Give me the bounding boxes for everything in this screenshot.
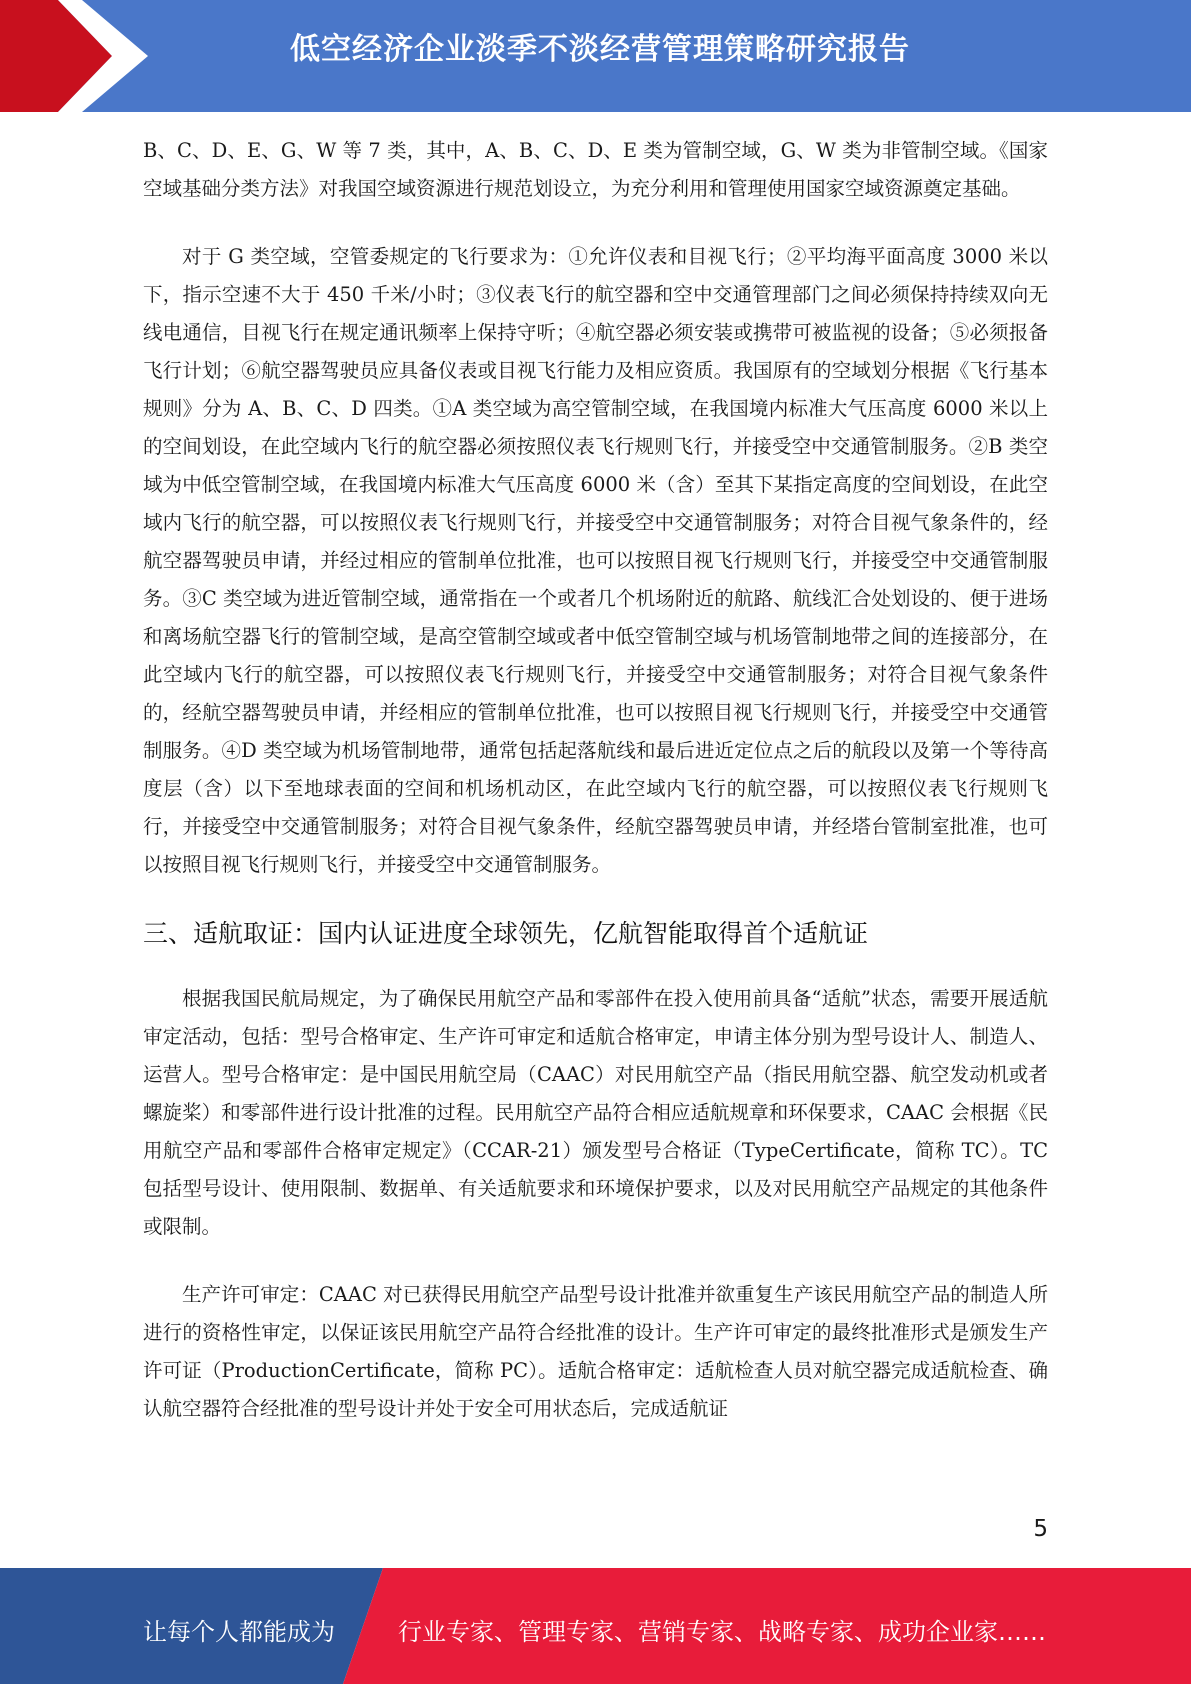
paragraph-airworthiness: 根据我国民航局规定，为了确保民用航空产品和零部件在投入使用前具备“适航”状态，需要开展适航审定活动，包括：型号合格审定、生产许可审定和适航合格审定，申请主体分别为型号设计人、制造人、运营人。型号合格审定：是中国民用航空局（CAAC）对民用航空产品（指民用航空器、航空发动机或者螺旋桨）和零部件进行设计批准的过程。民用航空产品符合相应适航规章和环保要求，CAAC 会根据《民用航空产品和零部件合格审定规定》（CCAR-21）颁发型号合格证（TypeCertificate，简称 TC）。TC 包括型号设计、使用限制、数据单、有关适航要求和环境保护要求，以及对民用航空产品规定的其他条件或限制。: [143, 987, 1048, 1238]
paragraph-g-class-airspace: 对于 G 类空域，空管委规定的飞行要求为：①允许仪表和目视飞行；②平均海平面高度 3000 米以下，指示空速不大于 450 千米/小时；③仪表飞行的航空器和空中交通管理部门之间必须保持持续双向无线电通信，目视飞行在规定通讯频率上保持守听；④航空器必须安装或携带可被监视的设备；⑤必须报备飞行计划；⑥航空器驾驶员应具备仪表或目视飞行能力及相应资质。我国原有的空域划分根据《飞行基本规则》分为 A、B、C、D 四类。①A 类空域为高空管制空域，在我国境内标准大气压高度 6000 米以上的空间划设，在此空域内飞行的航空器必须按照仪表飞行规则飞行，并接受空中交通管制服务。②B 类空域为中低空管制空域，在我国境内标准大气压高度 6000 米（含）至其下某指定高度的空间划设，在此空域内飞行的航空器，可以按照仪表飞行规则飞行，并接受空中交通管制服务；对符合目视气象条件的，经航空器驾驶员申请，并经过相应的管制单位批准，也可以按照目视飞行规则飞行，并接受空中交通管制服务。③C 类空域为进近管制空域，通常指在一个或者几个机场附近的航路、航线汇合处划设的、便于进场和离场航空器飞行的管制空域，是高空管制空域或者中低空管制空域与机场管制地带之间的连接部分，在此空域内飞行的航空器，可以按照仪表飞行规则飞行，并接受空中交通管制服务；对符合目视气象条件的，经航空器驾驶员申请，并经相应的管制单位批准，也可以按照目视飞行规则飞行，并接受空中交通管制服务。④D 类空域为机场管制地带，通常包括起落航线和最后进近定位点之后的航段以及第一个等待高度层（含）以下至地球表面的空间和机场机动区，在此空域内飞行的航空器，可以按照仪表飞行规则飞行，并接受空中交通管制服务；对符合目视气象条件，经航空器驾驶员申请，并经塔台管制室批准，也可以按照目视飞行规则飞行，并接受空中交通管制服务。: [143, 245, 1048, 876]
paragraph-production-certificate: 生产许可审定：CAAC 对已获得民用航空产品型号设计批准并欲重复生产该民用航空产品的制造人所进行的资格性审定，以保证该民用航空产品符合经批准的设计。生产许可审定的最终批准形式是颁发生产许可证（ProductionCertificate，简称 PC）。适航合格审定：适航检查人员对航空器完成适航检查、确认航空器符合经批准的型号设计并处于安全可用状态后，完成适航证: [143, 1283, 1048, 1420]
footer-slogan-right: 行业专家、管理专家、营销专家、战略专家、成功企业家……: [398, 1618, 1046, 1646]
header-title: 低空经济企业淡季不淡经营管理策略研究报告: [290, 32, 910, 67]
page-footer: [0, 1568, 1191, 1684]
section-heading: 三、适航取证：国内认证进度全球领先，亿航智能取得首个适航证: [143, 919, 869, 948]
page-header: [0, 0, 1191, 112]
footer-slogan-left: 让每个人都能成为: [143, 1618, 335, 1646]
document-body: [143, 132, 1048, 1428]
page-number: 5: [1033, 1516, 1048, 1542]
paragraph-continued: B、C、D、E、G、W 等 7 类，其中，A、B、C、D、E 类为管制空域，G、W 类为非管制空域。《国家空域基础分类方法》对我国空域资源进行规范划设立，为充分利用和管理使用国家空域资源奠定基础。: [143, 139, 1048, 200]
